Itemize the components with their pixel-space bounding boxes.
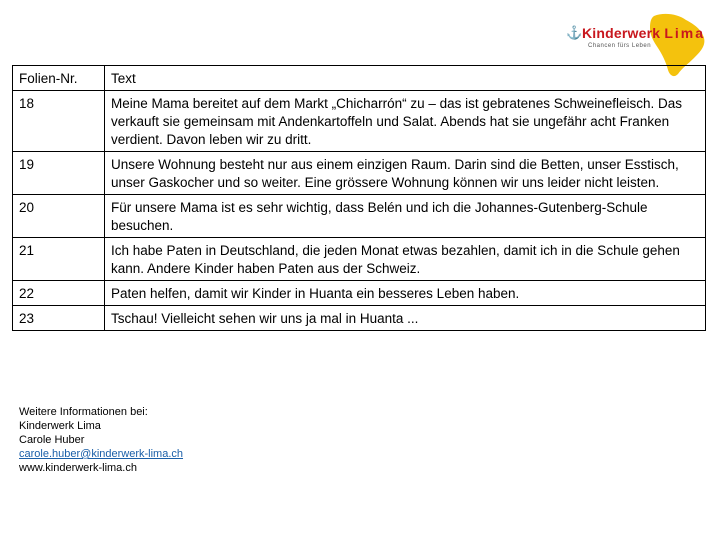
header-slide-number: Folien-Nr. bbox=[13, 66, 105, 91]
contact-heading: Weitere Informationen bei: bbox=[19, 406, 148, 418]
slides-table bbox=[12, 65, 706, 331]
table-row bbox=[13, 195, 706, 238]
slide-text-cell: Paten helfen, damit wir Kinder in Huanta ein besseres Leben haben. bbox=[105, 281, 706, 306]
slide-number-cell: 22 bbox=[13, 281, 105, 306]
email-link[interactable]: carole.huber@kinderwerk-lima.ch bbox=[19, 448, 184, 460]
slide-number-cell: 21 bbox=[13, 238, 105, 281]
table-row bbox=[13, 306, 706, 331]
slide-number-cell: 19 bbox=[13, 152, 105, 195]
logo-brand-accent: Lima bbox=[664, 25, 706, 41]
logo-title bbox=[582, 25, 705, 41]
logo-brand: Kinderwerk bbox=[582, 25, 661, 41]
table-row bbox=[13, 91, 706, 152]
slide-text-cell: Meine Mama bereitet auf dem Markt „Chicharrón“ zu – das ist gebratenes Schweinefleisch. Das verkauft sie gemeinsam mit Andenkartoffeln und Salat. Abends hat sie ungefähr acht Franken verdient. Davon leben wir zu dritt. bbox=[105, 91, 706, 152]
slide-text-cell: Unsere Wohnung besteht nur aus einem einzigen Raum. Darin sind die Betten, unser Esstisch, unser Gaskocher und so weiter. Eine grössere Wohnung können wir uns leider nicht leisten. bbox=[105, 152, 706, 195]
website-text: www.kinderwerk-lima.ch bbox=[19, 462, 137, 474]
table-row bbox=[13, 152, 706, 195]
contact-org: Kinderwerk Lima bbox=[19, 420, 101, 432]
slide-number-cell: 20 bbox=[13, 195, 105, 238]
contact-info bbox=[19, 405, 183, 475]
table-row bbox=[13, 238, 706, 281]
table-header-row bbox=[13, 66, 706, 91]
header-text: Text bbox=[105, 66, 706, 91]
slide-text-cell: Für unsere Mama ist es sehr wichtig, dass Belén und ich die Johannes-Gutenberg-Schule besuchen. bbox=[105, 195, 706, 238]
slide-number-cell: 23 bbox=[13, 306, 105, 331]
slide-text-cell: Tschau! Vielleicht sehen wir uns ja mal in Huanta ... bbox=[105, 306, 706, 331]
contact-person: Carole Huber bbox=[19, 434, 85, 446]
logo-anchor-icon: ⚓ bbox=[566, 25, 583, 40]
slide-number-cell: 18 bbox=[13, 91, 105, 152]
slide-text-cell: Ich habe Paten in Deutschland, die jeden Monat etwas bezahlen, damit ich in die Schule gehen kann. Andere Kinder haben Paten aus der Schweiz. bbox=[105, 238, 706, 281]
logo-tagline: Chancen fürs Leben bbox=[588, 43, 652, 49]
table-row bbox=[13, 281, 706, 306]
